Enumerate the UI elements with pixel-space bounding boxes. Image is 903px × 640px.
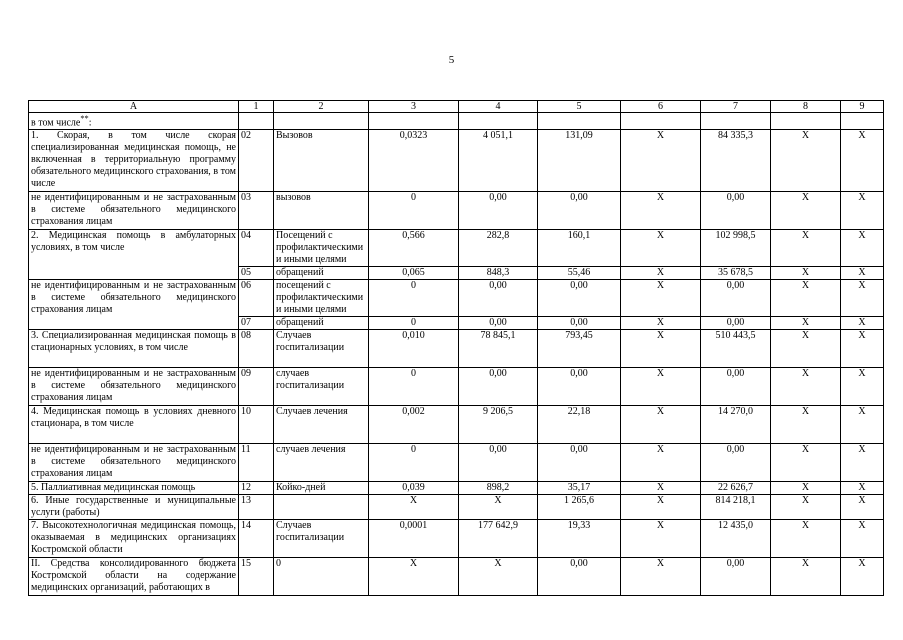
header-row [29, 101, 884, 113]
cell-col-6: Х [621, 482, 701, 495]
cell-col-4: 4 051,1 [459, 130, 538, 192]
row-description: не идентифицированным и не застрахованным в системе обязательного медицинского страхования лицам [29, 368, 239, 406]
cell-col-4: 898,2 [459, 482, 538, 495]
cell-col-3: 0 [369, 192, 459, 230]
column-header-0: А [29, 101, 239, 113]
cell-col-8: Х [771, 317, 841, 330]
cell-col-3: 0,0001 [369, 520, 459, 558]
cell-col-1: 02 [239, 130, 274, 192]
cell-col-1: 13 [239, 495, 274, 520]
cell-col-4: 282,8 [459, 230, 538, 267]
cell-col-2: 0 [274, 558, 369, 596]
cell-col-9: Х [841, 192, 884, 230]
cell-col-5: 35,17 [538, 482, 621, 495]
table-row [29, 368, 884, 406]
cell-col-6: Х [621, 192, 701, 230]
cell-col-8: Х [771, 130, 841, 192]
cell-col-9: Х [841, 495, 884, 520]
table-row [29, 280, 884, 317]
cell-col-2: обращений [274, 267, 369, 280]
cell-col-7: 0,00 [701, 192, 771, 230]
cell-col-7: 510 443,5 [701, 330, 771, 368]
cell-col-3: 0,566 [369, 230, 459, 267]
row-description: не идентифицированным и не застрахованным в системе обязательного медицинского страхования лицам [29, 444, 239, 482]
cell-col-9: Х [841, 230, 884, 267]
cell-col-7: 0,00 [701, 317, 771, 330]
cell-col-2: вызовов [274, 192, 369, 230]
cell-col-3: 0,065 [369, 267, 459, 280]
cell-col-5: 793,45 [538, 330, 621, 368]
cell-col-5: 0,00 [538, 444, 621, 482]
cell-col-3: Х [369, 495, 459, 520]
cell-col-7: 0,00 [701, 444, 771, 482]
column-header-4: 4 [459, 101, 538, 113]
column-header-9: 9 [841, 101, 884, 113]
row-description: 3. Специализированная медицинская помощь в стационарных условиях, в том числе [29, 330, 239, 368]
cell-col-2: случаев лечения [274, 444, 369, 482]
cell-col-5: 160,1 [538, 230, 621, 267]
cell-col-8: Х [771, 482, 841, 495]
cell-col-8: Х [771, 267, 841, 280]
cell-col-2: Случаев госпитализации [274, 330, 369, 368]
column-header-3: 3 [369, 101, 459, 113]
cell-col-3: 0,002 [369, 406, 459, 444]
cell-col-4: 9 206,5 [459, 406, 538, 444]
cell-col-6: Х [621, 368, 701, 406]
cell-col-8: Х [771, 495, 841, 520]
cell-col-7: 12 435,0 [701, 520, 771, 558]
cell-col-6: Х [621, 330, 701, 368]
cell-col-7: 35 678,5 [701, 267, 771, 280]
row-description: 5. Паллиативная медицинская помощь [29, 482, 239, 495]
column-header-1: 1 [239, 101, 274, 113]
table-row [29, 482, 884, 495]
cell-col-2: посещений с профилактическими и иными целями [274, 280, 369, 317]
row-description: 1. Скорая, в том числе скорая специализированная медицинская помощь, не включенная в территориальную программу обязательного медицинского страхования, в том числе [29, 130, 239, 192]
cell-col-4: 177 642,9 [459, 520, 538, 558]
table-row [29, 495, 884, 520]
row-description: 6. Иные государственные и муниципальные услуги (работы) [29, 495, 239, 520]
cell-col-5: 19,33 [538, 520, 621, 558]
cell-col-7: 84 335,3 [701, 130, 771, 192]
row-description: 2. Медицинская помощь в амбулаторных условиях, в том числе [29, 230, 239, 280]
cell-col-1: 14 [239, 520, 274, 558]
cell-col-7: 0,00 [701, 368, 771, 406]
cell-col-6: Х [621, 317, 701, 330]
cell-col-3: 0 [369, 368, 459, 406]
cost-table [28, 100, 884, 596]
table-row [29, 330, 884, 368]
cell-col-5: 131,09 [538, 130, 621, 192]
cell-col-8: Х [771, 280, 841, 317]
cell-col-6: Х [621, 520, 701, 558]
cell-col-6: Х [621, 495, 701, 520]
intro-row [29, 113, 884, 130]
cell-col-3: 0,039 [369, 482, 459, 495]
column-header-8: 8 [771, 101, 841, 113]
cell-col-6: Х [621, 267, 701, 280]
row-description: 7. Высокотехнологичная медицинская помощь, оказываемая в медицинских организациях Костромской области [29, 520, 239, 558]
cell-col-9: Х [841, 317, 884, 330]
cell-col-8: Х [771, 192, 841, 230]
intro-footnote: ** [80, 114, 89, 123]
cell-col-5: 0,00 [538, 317, 621, 330]
cell-col-1: 15 [239, 558, 274, 596]
cell-col-3: 0,010 [369, 330, 459, 368]
row-description: II. Средства консолидированного бюджета Костромской области на содержание медицинских организаций, работающих в [29, 558, 239, 596]
cell-col-1: 05 [239, 267, 274, 280]
cell-col-4: 848,3 [459, 267, 538, 280]
cell-col-4: 0,00 [459, 317, 538, 330]
cell-col-6: Х [621, 444, 701, 482]
cell-col-1: 07 [239, 317, 274, 330]
cell-col-3: 0 [369, 317, 459, 330]
intro-text: в том числе [31, 117, 81, 129]
table-row [29, 230, 884, 267]
cell-col-5: 0,00 [538, 558, 621, 596]
cell-col-7: 14 270,0 [701, 406, 771, 444]
cell-col-6: Х [621, 280, 701, 317]
cell-col-2: Случаев лечения [274, 406, 369, 444]
cell-col-3: Х [369, 558, 459, 596]
cell-col-2 [274, 495, 369, 520]
cell-col-4: 0,00 [459, 368, 538, 406]
cell-col-2: Койко-дней [274, 482, 369, 495]
cell-col-7: 22 626,7 [701, 482, 771, 495]
cell-col-7: 102 998,5 [701, 230, 771, 267]
cell-col-1: 03 [239, 192, 274, 230]
row-description: не идентифицированным и не застрахованным в системе обязательного медицинского страхования лицам [29, 280, 239, 330]
intro-cell: в том числе**: [29, 113, 239, 130]
cell-col-4: 0,00 [459, 280, 538, 317]
cell-col-4: Х [459, 495, 538, 520]
table-row [29, 444, 884, 482]
cell-col-5: 0,00 [538, 280, 621, 317]
cell-col-5: 0,00 [538, 368, 621, 406]
cell-col-9: Х [841, 280, 884, 317]
cell-col-8: Х [771, 444, 841, 482]
cell-col-8: Х [771, 558, 841, 596]
column-header-6: 6 [621, 101, 701, 113]
cell-col-6: Х [621, 406, 701, 444]
cell-col-5: 55,46 [538, 267, 621, 280]
cell-col-9: Х [841, 558, 884, 596]
cell-col-6: Х [621, 558, 701, 596]
cell-col-7: 814 218,1 [701, 495, 771, 520]
cell-col-6: Х [621, 230, 701, 267]
cell-col-1: 10 [239, 406, 274, 444]
cell-col-1: 06 [239, 280, 274, 317]
column-header-2: 2 [274, 101, 369, 113]
cell-col-2: обращений [274, 317, 369, 330]
cell-col-2: Посещений с профилактическими и иными целями [274, 230, 369, 267]
cell-col-9: Х [841, 368, 884, 406]
cell-col-9: Х [841, 330, 884, 368]
cell-col-8: Х [771, 230, 841, 267]
page-number: 5 [448, 54, 455, 66]
cell-col-1: 12 [239, 482, 274, 495]
cell-col-2: случаев госпитализации [274, 368, 369, 406]
table-row [29, 192, 884, 230]
cell-col-8: Х [771, 368, 841, 406]
cell-col-7: 0,00 [701, 280, 771, 317]
cell-col-3: 0 [369, 280, 459, 317]
cell-col-9: Х [841, 520, 884, 558]
cell-col-9: Х [841, 130, 884, 192]
cell-col-1: 09 [239, 368, 274, 406]
cell-col-1: 11 [239, 444, 274, 482]
cell-col-4: 78 845,1 [459, 330, 538, 368]
cell-col-7: 0,00 [701, 558, 771, 596]
cell-col-1: 04 [239, 230, 274, 267]
cell-col-9: Х [841, 482, 884, 495]
table-row [29, 558, 884, 596]
column-header-5: 5 [538, 101, 621, 113]
cell-col-9: Х [841, 406, 884, 444]
cell-col-6: Х [621, 130, 701, 192]
cell-col-8: Х [771, 406, 841, 444]
cell-col-5: 1 265,6 [538, 495, 621, 520]
row-description: не идентифицированным и не застрахованным в системе обязательного медицинского страхования лицам [29, 192, 239, 230]
table-row [29, 520, 884, 558]
cell-col-4: 0,00 [459, 192, 538, 230]
cell-col-5: 22,18 [538, 406, 621, 444]
cell-col-9: Х [841, 444, 884, 482]
cell-col-4: Х [459, 558, 538, 596]
cell-col-9: Х [841, 267, 884, 280]
cell-col-2: Случаев госпитализации [274, 520, 369, 558]
cell-col-3: 0 [369, 444, 459, 482]
cell-col-2: Вызовов [274, 130, 369, 192]
cell-col-5: 0,00 [538, 192, 621, 230]
column-header-7: 7 [701, 101, 771, 113]
table-row [29, 130, 884, 192]
cell-col-3: 0,0323 [369, 130, 459, 192]
cell-col-4: 0,00 [459, 444, 538, 482]
cell-col-8: Х [771, 330, 841, 368]
row-description: 4. Медицинская помощь в условиях дневного стационара, в том числе [29, 406, 239, 444]
cell-col-8: Х [771, 520, 841, 558]
cell-col-1: 08 [239, 330, 274, 368]
table-row [29, 406, 884, 444]
